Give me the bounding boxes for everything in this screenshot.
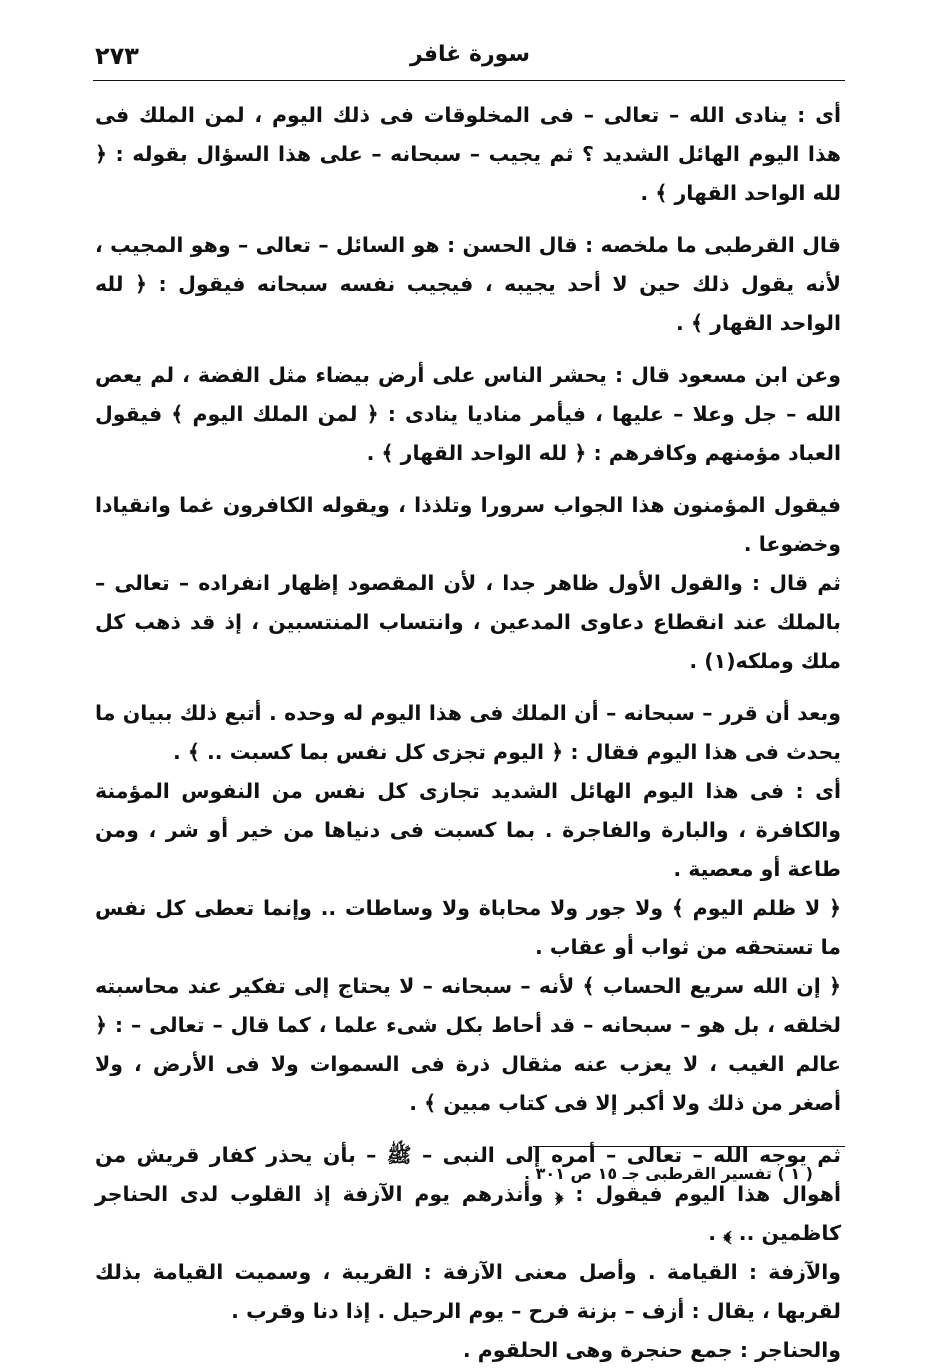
- page-number: ٢٧٣: [95, 42, 139, 70]
- header-divider: [93, 80, 845, 81]
- paragraph-5: ثم قال : والقول الأول ظاهر جدا ، لأن المقصود إظهار انفراده – تعالى – بالملك عند انقطاع دعاوى المدعين ، وانتساب المنتسبين ، إذ قد ذهب كل ملك وملكه(١) .: [95, 571, 841, 673]
- paragraph-6: وبعد أن قرر – سبحانه – أن الملك فى هذا اليوم له وحده . أتبع ذلك ببيان ما يحدث فى هذا اليوم فقال : ﴿ اليوم تجزى كل نفس بما كسبت .. ﴾ .: [95, 701, 841, 764]
- paragraph-7: أى : فى هذا اليوم الهائل الشديد تجازى كل نفس من النفوس المؤمنة والكافرة ، والبارة والفاجرة . بما كسبت فى دنياها من خير أو شر ، ومن طاعة أو معصية .: [95, 779, 841, 881]
- paragraph-12: والحناجر : جمع حنجرة وهى الحلقوم .: [462, 1338, 841, 1362]
- footnote-divider: [533, 1146, 845, 1147]
- paragraph-10: ثم يوجه الله – تعالى – أمره إلى النبى – ﷺ – بأن يحذر كفار قريش من أهوال هذا اليوم فيقول : ﴿ وأنذرهم يوم الآزفة إذ القلوب لدى الحناجر كاظمين .. ﴾ .: [95, 1143, 841, 1245]
- paragraph-4: فيقول المؤمنون هذا الجواب سرورا وتلذذا ، ويقوله الكافرون غما وانقيادا وخضوعا .: [95, 493, 841, 556]
- paragraph-2: قال القرطبى ما ملخصه : قال الحسن : هو السائل – تعالى – وهو المجيب ، لأنه يقول ذلك حين لا أحد يجيبه ، فيجيب نفسه سبحانه فيقول : ﴿ لله الواحد القهار ﴾ .: [95, 233, 841, 335]
- paragraph-8: ﴿ لا ظلم اليوم ﴾ ولا جور ولا محاباة ولا وساطات .. وإنما تعطى كل نفس ما تستحقه من ثواب أو عقاب .: [95, 896, 841, 959]
- paragraph-11: والآزفة : القيامة . وأصل معنى الآزفة : القريبة ، وسميت القيامة بذلك لقربها ، يقال : أزف – بزنة فرح – يوم الرحيل . إذا دنا وقرب .: [95, 1260, 841, 1323]
- running-title: سورة غافر: [409, 42, 531, 67]
- paragraph-1: أى : ينادى الله – تعالى – فى المخلوقات فى ذلك اليوم ، لمن الملك فى هذا اليوم الهائل الشديد ؟ ثم يجيب – سبحانه – على هذا السؤال بقوله : ﴿ لله الواحد القهار ﴾ .: [95, 103, 841, 205]
- paragraph-9: ﴿ إن الله سريع الحساب ﴾ لأنه – سبحانه – لا يحتاج إلى تفكير عند محاسبته لخلقه ، بل هو – سبحانه – قد أحاط بكل شىء علما ، كما قال – تعالى – : ﴿ عالم الغيب ، لا يعزب عنه مثقال ذرة فى السموات ولا فى الأرض ، ولا أصغر من ذلك ولا أكبر إلا فى كتاب مبين ﴾ .: [95, 974, 841, 1115]
- page-header: [95, 38, 845, 78]
- footnote: ( ١ ) تفسير القرطبى جـ ١٥ ص ٣٠١ .: [523, 1164, 813, 1183]
- paragraph-3: وعن ابن مسعود قال : يحشر الناس على أرض بيضاء مثل الفضة ، لم يعص الله – جل وعلا – عليها ، فيأمر مناديا ينادى : ﴿ لمن الملك اليوم ﴾ فيقول العباد مؤمنهم وكافرهم : ﴿ لله الواحد القهار ﴾ .: [95, 363, 841, 465]
